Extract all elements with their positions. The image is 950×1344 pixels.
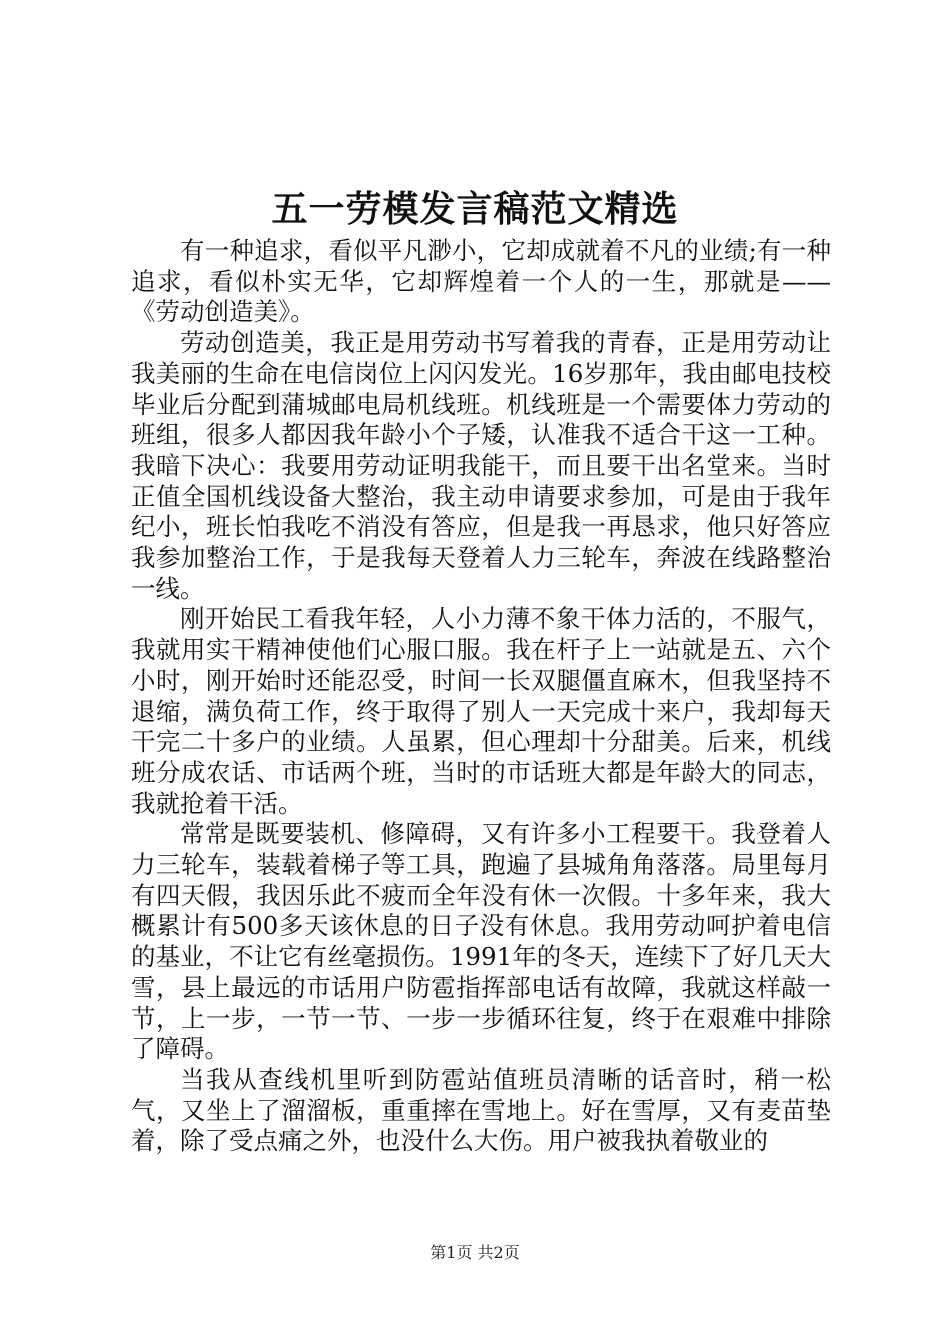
paragraph-3: 刚开始民工看我年轻，人小力薄不象干体力活的，不服气，我就用实干精神使他们心服口服。我在杆子上一站就是五、六个小时，刚开始时还能忍受，时间一长双腿僵直麻木，但我坚持不退缩，满负荷工作，终于取得了别人一天完成十来户，我却每天干完二十多户的业绩。人虽累，但心理却十分甜美。后来，机线班分成农话、市话两个班，当时的市话班大都是年龄大的同志，我就抢着干活。 — [131, 604, 831, 818]
page-footer: 第1页 共2页 — [430, 1243, 520, 1262]
paragraph-5: 当我从查线机里听到防雹站值班员清晰的话音时，稍一松气，又坐上了溜溜板，重重摔在雪地上。好在雪厚，又有麦苗垫着，除了受点痛之外，也没什么大伤。用户被我执着敬业的 — [131, 1064, 831, 1156]
paragraph-4: 常常是既要装机、修障碍，又有许多小工程要干。我登着人力三轮车，装载着梯子等工具，跑遍了县城角角落落。局里每月有四天假，我因乐此不疲而全年没有休一次假。十多年来，我大概累计有500多天该休息的日子没有休息。我用劳动呵护着电信的基业，不让它有丝毫损伤。1991年的冬天，连续下了好几天大雪，县上最远的市话用户防雹指挥部电话有故障，我就这样敲一节，上一步，一节一节、一步一步循环往复，终于在艰难中排除了障碍。 — [131, 819, 831, 1064]
paragraph-2: 劳动创造美，我正是用劳动书写着我的青春，正是用劳动让我美丽的生命在电信岗位上闪闪发光。16岁那年，我由邮电技校毕业后分配到蒲城邮电局机线班。机线班是一个需要体力劳动的班组，很多人都因我年龄小个子矮，认准我不适合干这一工种。我暗下决心：我要用劳动证明我能干，而且要干出名堂来。当时正值全国机线设备大整治，我主动申请要求参加，可是由于我年纪小，班长怕我吃不消没有答应，但是我一再恳求，他只好答应我参加整治工作，于是我每天登着人力三轮车，奔波在线路整治一线。 — [131, 328, 831, 603]
page-title: 五一劳模发言稿范文精选 — [271, 188, 679, 230]
document-body — [131, 236, 831, 1157]
paragraph-1: 有一种追求，看似平凡渺小，它却成就着不凡的业绩;有一种追求，看似朴实无华，它却辉煌着一个人的一生，那就是——《劳动创造美》。 — [131, 236, 831, 327]
